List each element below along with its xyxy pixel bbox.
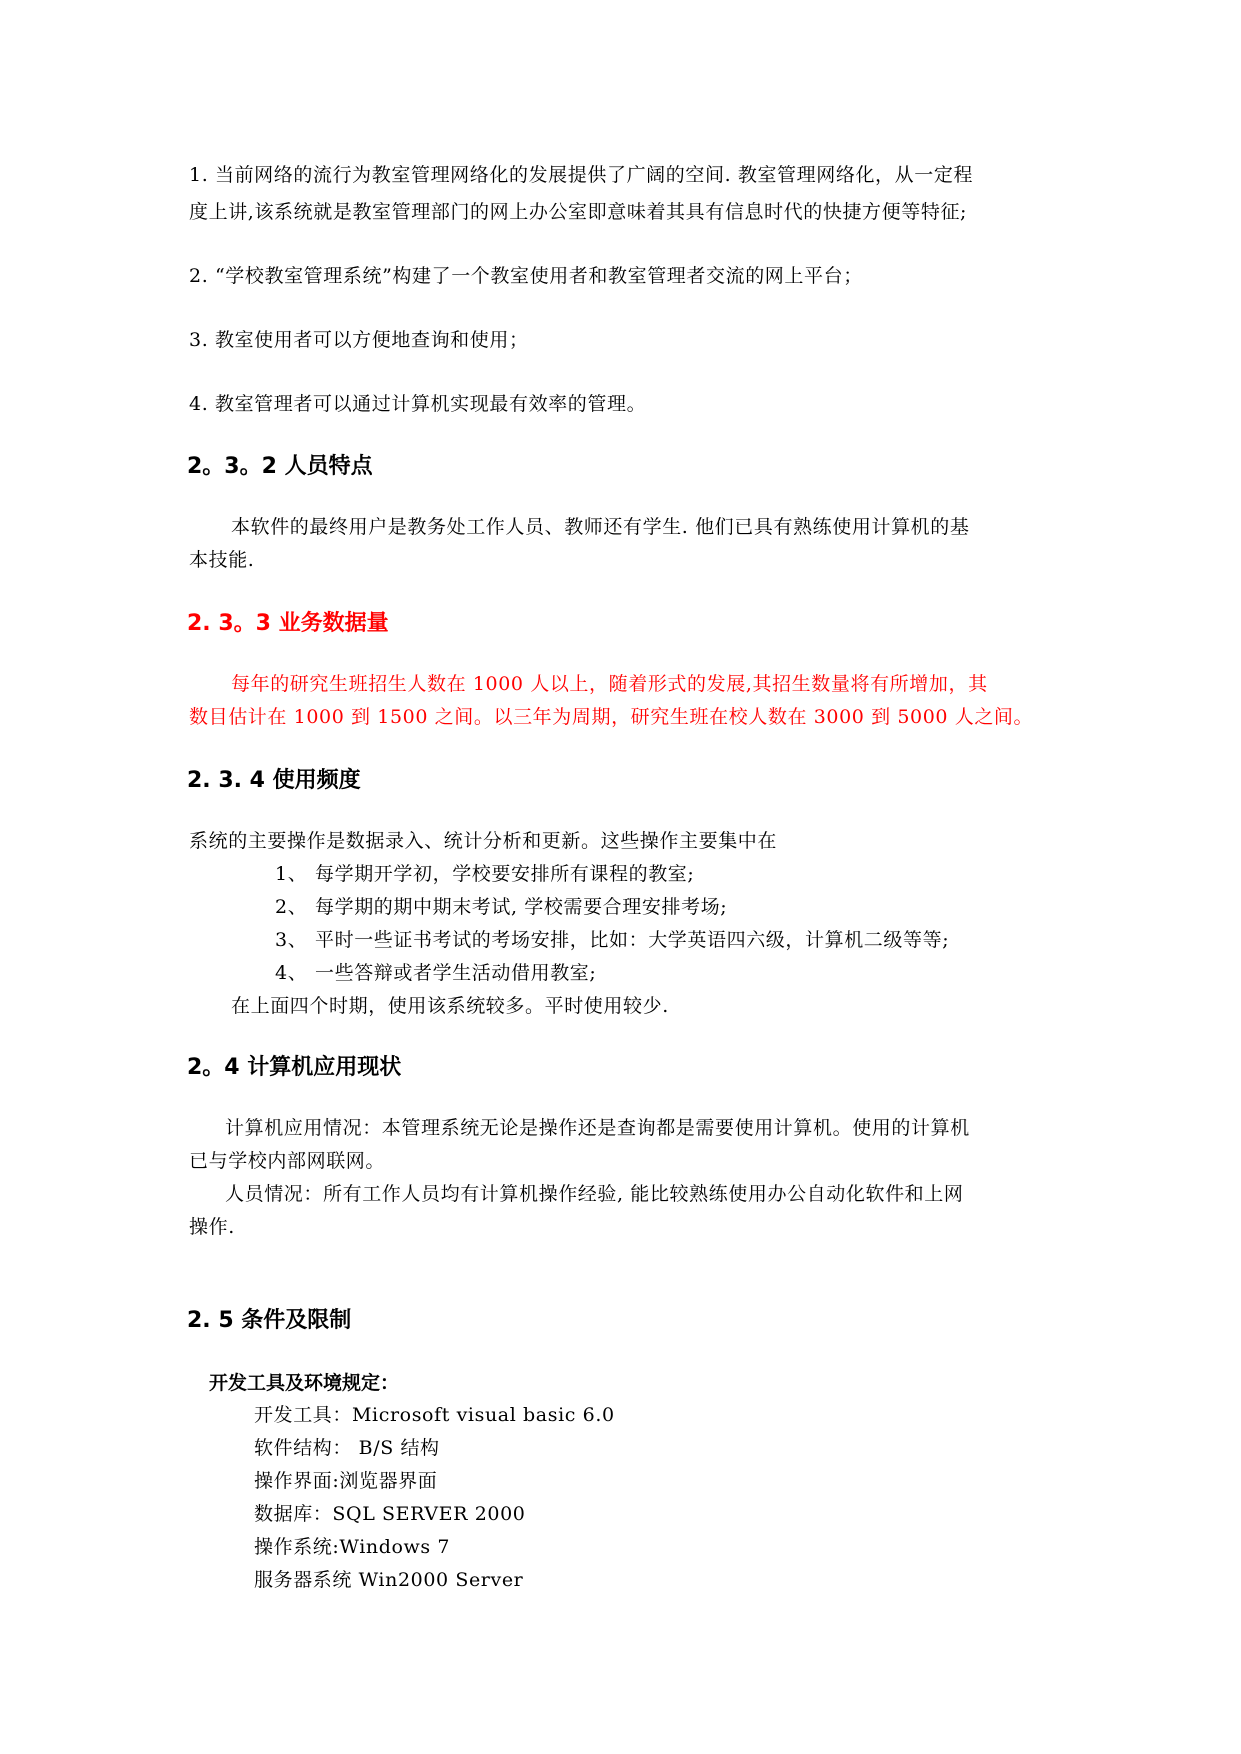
section-232-paragraph-line-2: 本技能. <box>189 549 255 571</box>
usage-item-1-number: 1、 <box>275 863 308 885</box>
usage-item-2-text: 每学期的期中期末考试, 学校需要合理安排考场; <box>315 896 728 918</box>
spec-architecture: 软件结构： B/S 结构 <box>254 1437 440 1459</box>
spec-dev-tool: 开发工具：Microsoft visual basic 6.0 <box>254 1404 615 1426</box>
intro-item-1-line-2: 度上讲,该系统就是教室管理部门的网上办公室即意味着其具有信息时代的快捷方便等特征; <box>189 201 968 223</box>
spec-server-os: 服务器系统 Win2000 Server <box>254 1569 524 1591</box>
usage-item-4-text: 一些答辩或者学生活动借用教室; <box>315 962 597 984</box>
intro-item-4: 4. 教室管理者可以通过计算机实现最有效率的管理。 <box>189 393 647 415</box>
usage-item-4-number: 4、 <box>275 962 308 984</box>
usage-item-3-number: 3、 <box>275 929 308 951</box>
intro-item-3: 3. 教室使用者可以方便地查询和使用； <box>189 329 529 351</box>
spec-os: 操作系统:Windows 7 <box>254 1536 451 1558</box>
section-25-heading: 2. 5 条件及限制 <box>187 1308 352 1333</box>
section-232-paragraph-line-1: 本软件的最终用户是教务处工作人员、教师还有学生. 他们已具有熟练使用计算机的基 <box>231 516 970 538</box>
spec-interface: 操作界面:浏览器界面 <box>254 1470 438 1492</box>
usage-item-2-number: 2、 <box>275 896 308 918</box>
section-234-heading: 2. 3. 4 使用频度 <box>187 768 361 793</box>
section-24-para-2-line-1: 人员情况：所有工作人员均有计算机操作经验, 能比较熟练使用办公自动化软件和上网 <box>225 1183 964 1205</box>
intro-item-1-line-1: 1. 当前网络的流行为教室管理网络化的发展提供了广阔的空间. 教室管理网络化，从一定程 <box>189 164 974 186</box>
intro-item-2: 2. “学校教室管理系统”构建了一个教室使用者和教室管理者交流的网上平台； <box>189 265 863 287</box>
section-24-heading: 2。4 计算机应用现状 <box>187 1055 402 1080</box>
section-232-heading: 2。3。2 人员特点 <box>187 454 373 479</box>
section-24-para-2-line-2: 操作. <box>189 1216 235 1238</box>
section-233-paragraph-line-1: 每年的研究生班招生人数在 1000 人以上，随着形式的发展,其招生数量将有所增加，其 <box>231 673 988 695</box>
section-233-paragraph-line-2: 数目估计在 1000 到 1500 之间。以三年为周期，研究生班在校人数在 3000 到 5000 人之间。 <box>189 706 1034 728</box>
spec-database: 数据库：SQL SERVER 2000 <box>254 1503 526 1525</box>
section-24-para-1-line-2: 已与学校内部网联网。 <box>189 1150 386 1172</box>
section-233-heading: 2. 3。3 业务数据量 <box>187 611 389 636</box>
section-234-closing: 在上面四个时期，使用该系统较多。平时使用较少. <box>231 995 669 1017</box>
usage-item-1-text: 每学期开学初，学校要安排所有课程的教室; <box>315 863 695 885</box>
section-25-subheading: 开发工具及环境规定： <box>209 1372 400 1394</box>
section-234-intro: 系统的主要操作是数据录入、统计分析和更新。这些操作主要集中在 <box>189 830 778 852</box>
section-24-para-1-line-1: 计算机应用情况：本管理系统无论是操作还是查询都是需要使用计算机。使用的计算机 <box>225 1117 970 1139</box>
usage-item-3-text: 平时一些证书考试的考场安排，比如：大学英语四六级，计算机二级等等; <box>315 929 950 951</box>
